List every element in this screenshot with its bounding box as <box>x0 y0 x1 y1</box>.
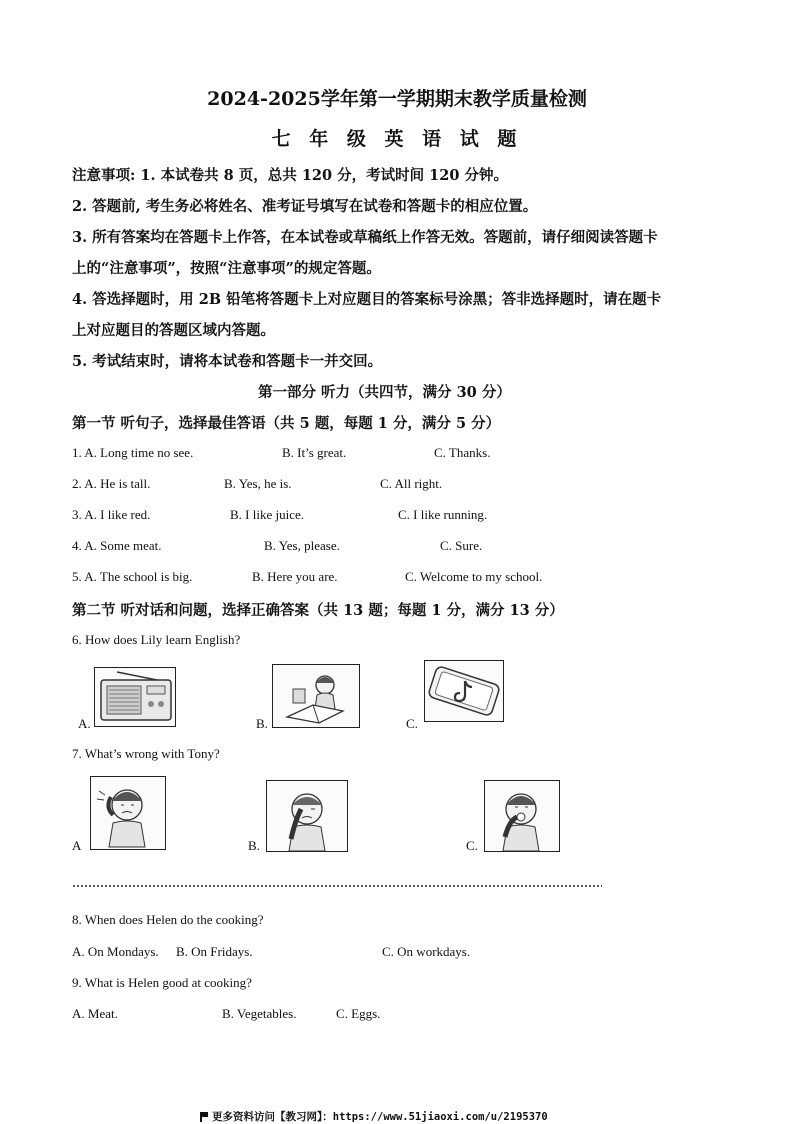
q9-option-b: B. Vegetables. <box>222 1006 297 1021</box>
q2-option-a: 2. A. He is tall. <box>72 476 151 491</box>
part1-title: 第一部分 听力（共四节，满分 30 分） <box>258 384 511 401</box>
dotted-separator <box>72 885 602 887</box>
boy-eye-icon <box>267 781 347 851</box>
girl-reading-icon <box>273 665 359 727</box>
boy-cough-picture <box>484 780 560 852</box>
q5-option-b: B. Here you are. <box>252 569 338 584</box>
q4-option-a: 4. A. Some meat. <box>72 538 162 553</box>
boy-headache-picture <box>90 776 166 850</box>
phone-app-icon <box>425 661 503 721</box>
section1-title: 第一节 听句子，选择最佳答语（共 5 题，每题 1 分，满分 5 分） <box>72 415 501 432</box>
q9-text: 9. What is Helen good at cooking? <box>72 975 252 990</box>
q3-option-b: B. I like juice. <box>230 507 305 522</box>
note-line-5: 4. 答选择题时，用 2B 铅笔将答题卡上对应题目的答案标号涂黑；答非选择题时，请在题卡 <box>72 291 662 308</box>
section2-title: 第二节 听对话和问题，选择正确答案（共 13 题；每题 1 分，满分 13 分） <box>72 602 564 619</box>
q2-option-b: B. Yes, he is. <box>224 476 292 491</box>
boy-eye-picture <box>266 780 348 852</box>
note-line-4: 上的“注意事项”，按照“注意事项”的规定答题。 <box>72 260 381 277</box>
q7-label-c: C. <box>466 838 478 853</box>
phone-app-picture <box>424 660 504 722</box>
q3-option-c: C. I like running. <box>398 507 488 522</box>
note-line-6: 上对应题目的答题区域内答题。 <box>72 322 275 339</box>
q4-option-b: B. Yes, please. <box>264 538 340 553</box>
q1-option-a: 1. A. Long time no see. <box>72 445 194 460</box>
girl-reading-picture <box>272 664 360 728</box>
footer-link[interactable] <box>200 1109 548 1124</box>
boy-headache-icon <box>91 777 165 849</box>
q7-label-b: B. <box>248 838 260 853</box>
q6-text: 6. How does Lily learn English? <box>72 632 241 647</box>
q7-text: 7. What’s wrong with Tony? <box>72 746 220 761</box>
q8-text: 8. When does Helen do the cooking? <box>72 912 264 927</box>
note-line-2: 2. 答题前, 考生务必将姓名、准考证号填写在试卷和答题卡的相应位置。 <box>72 198 538 215</box>
exam-title: 2024-2025学年第一学期期末教学质量检测 <box>207 88 587 110</box>
q6-label-c: C. <box>406 716 418 731</box>
q3-option-a: 3. A. I like red. <box>72 507 151 522</box>
q9-option-c: C. Eggs. <box>336 1006 381 1021</box>
note-line-7: 5. 考试结束时，请将本试卷和答题卡一并交回。 <box>72 353 383 370</box>
footer-text[interactable]: 更多资料访问【教习网】：https://www.51jiaoxi.com/u/2195370 <box>212 1111 548 1123</box>
note-line-3: 3. 所有答案均在答题卡上作答，在本试卷或草稿纸上作答无效。答题前，请仔细阅读答题卡 <box>72 229 658 246</box>
q4-option-c: C. Sure. <box>440 538 483 553</box>
q8-option-c: C. On workdays. <box>382 944 471 959</box>
q9-option-a: A. Meat. <box>72 1006 118 1021</box>
note-line-1: 注意事项: 1. 本试卷共 8 页，总共 120 分，考试时间 120 分钟。 <box>72 167 508 184</box>
q6-label-b: B. <box>256 716 268 731</box>
q7-label-a: A <box>72 838 82 853</box>
q2-option-c: C. All right. <box>380 476 443 491</box>
exam-subtitle: 七 年 级 英 语 试 题 <box>271 128 523 150</box>
q1-option-b: B. It’s great. <box>282 445 347 460</box>
boy-cough-icon <box>485 781 559 851</box>
q1-option-c: C. Thanks. <box>434 445 491 460</box>
q8-option-b: B. On Fridays. <box>176 944 253 959</box>
flag-icon <box>200 1112 208 1121</box>
q8-option-a: A. On Mondays. <box>72 944 159 959</box>
q6-label-a: A. <box>78 716 91 731</box>
radio-icon <box>95 668 175 726</box>
radio-picture <box>94 667 176 727</box>
q5-option-a: 5. A. The school is big. <box>72 569 193 584</box>
q5-option-c: C. Welcome to my school. <box>405 569 543 584</box>
